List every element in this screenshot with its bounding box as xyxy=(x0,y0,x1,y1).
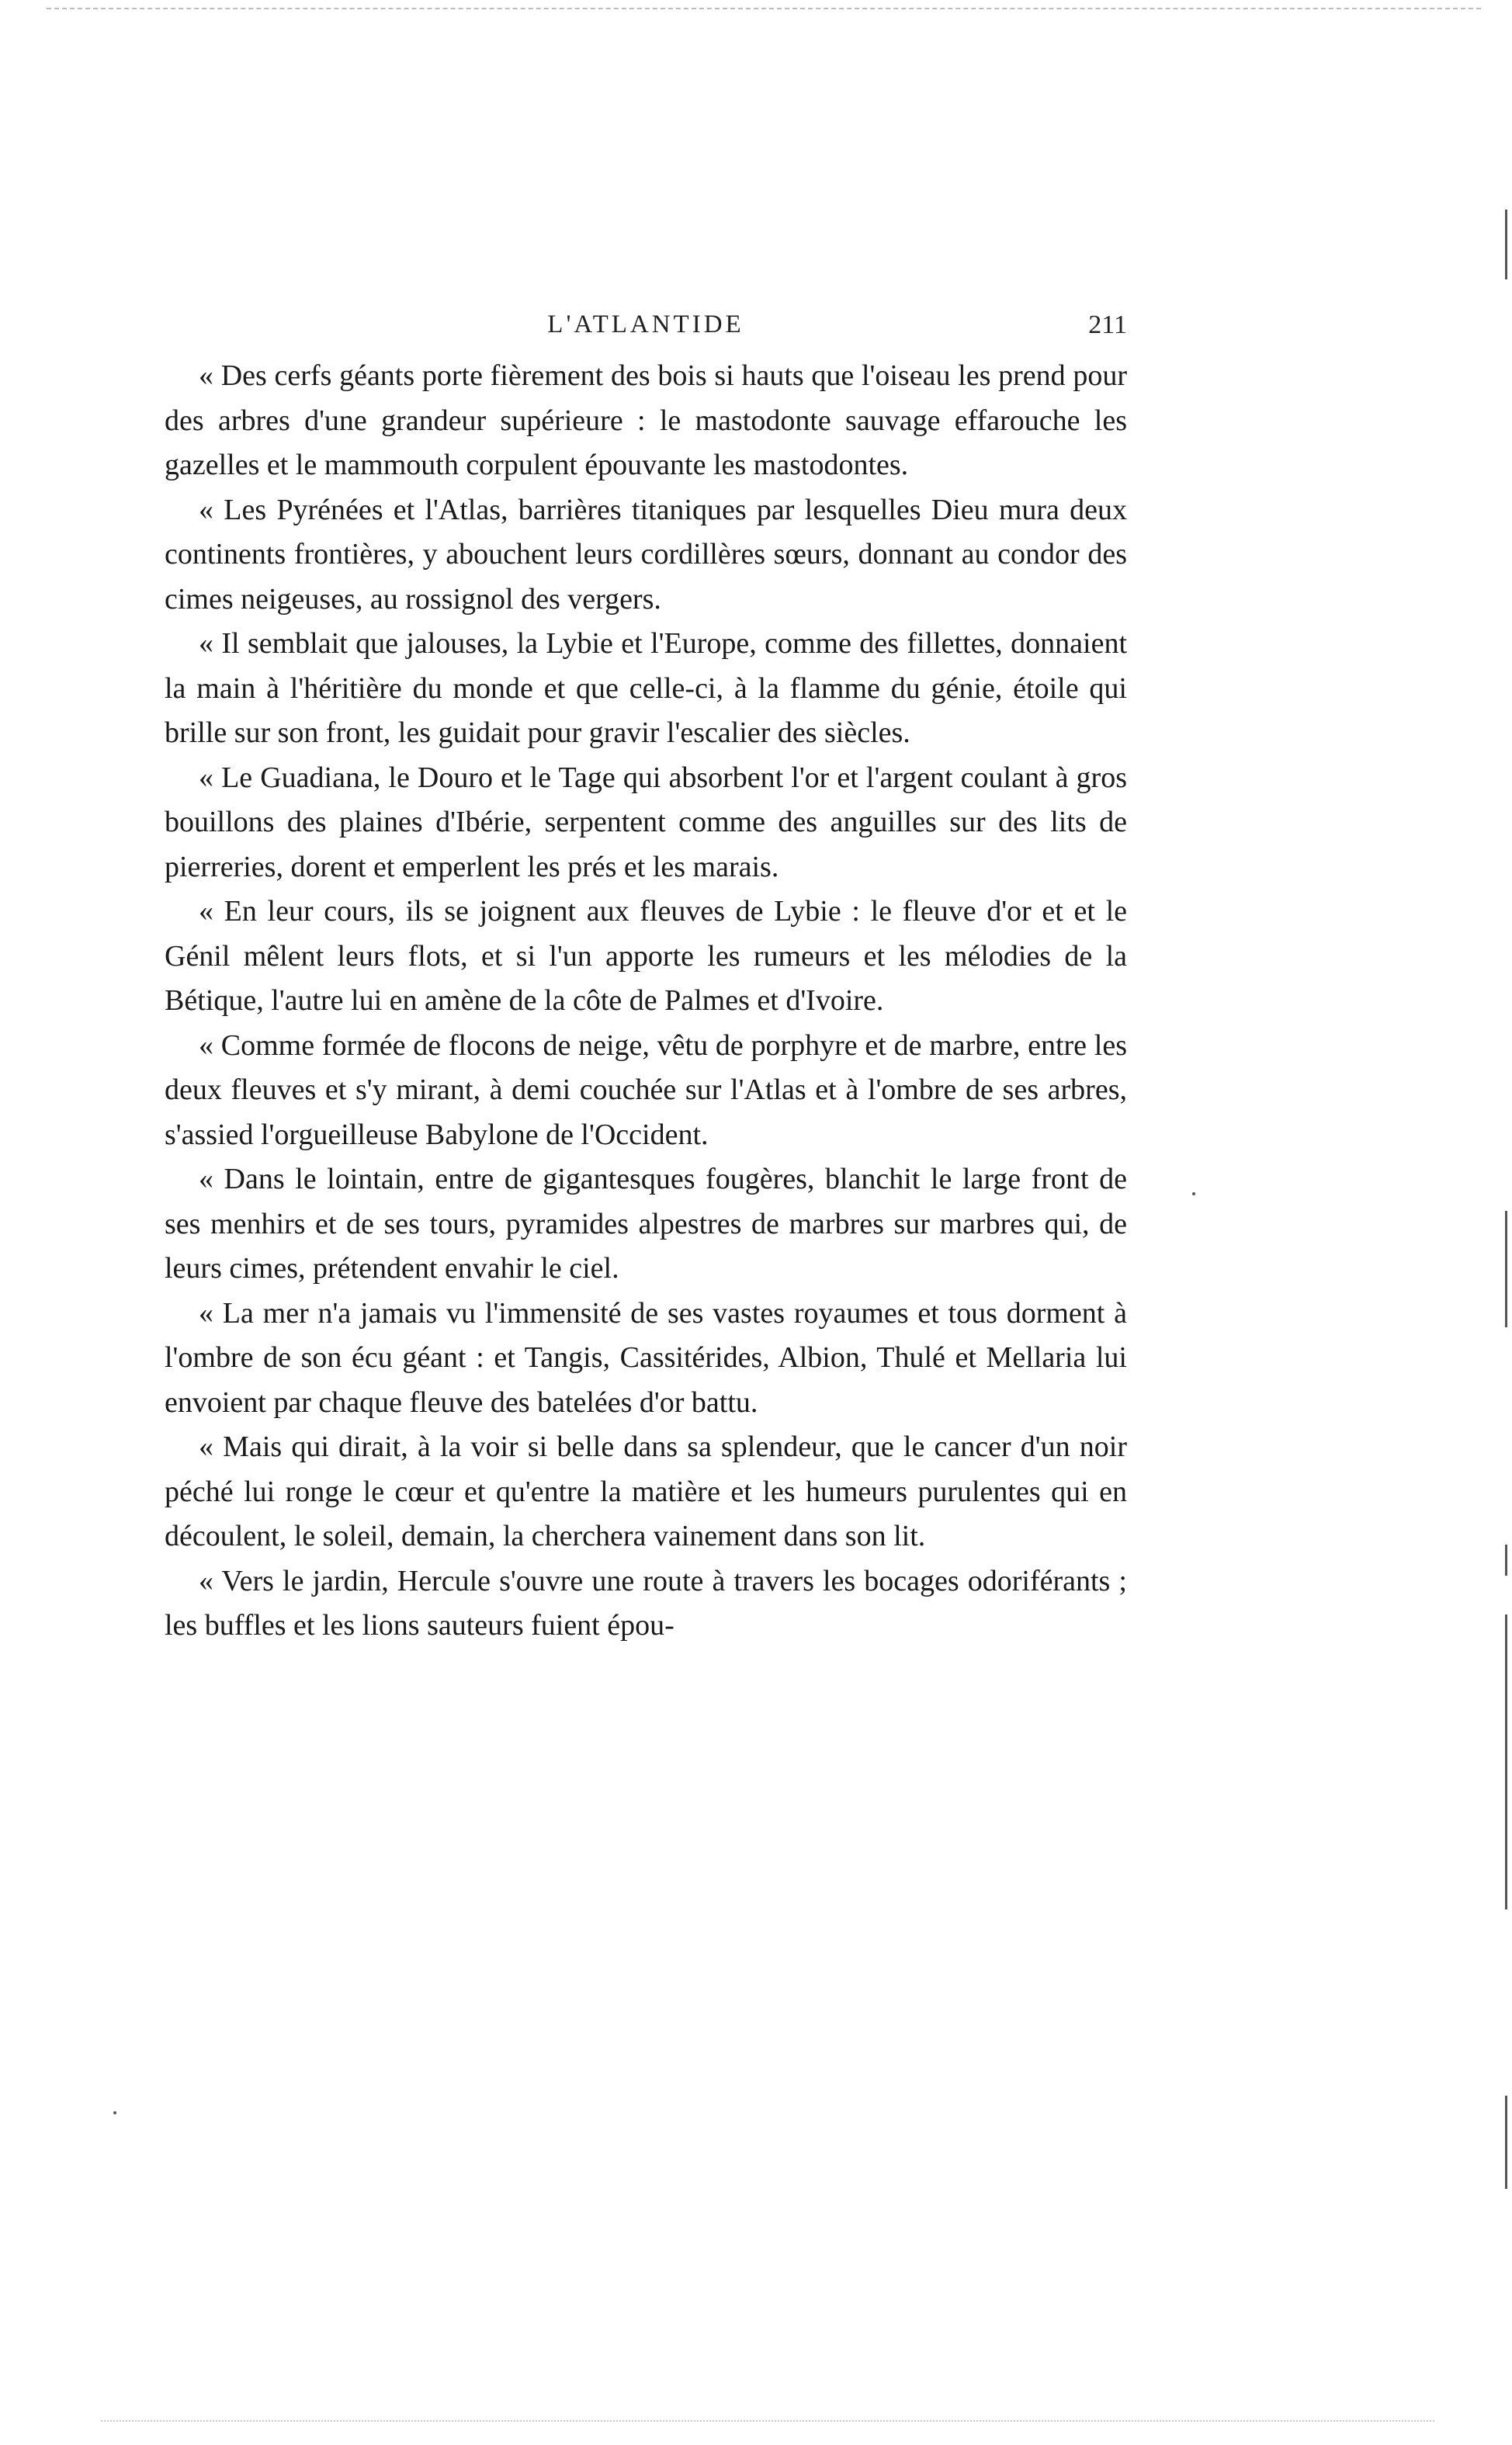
page-title: L'ATLANTIDE xyxy=(547,310,744,338)
paragraph: « Mais qui dirait, à la voir si belle dans sa splendeur, que le cancer d'un noir péché lui ronge le cœur et qu'entre la matière et les humeurs purulentes qui en découlent, le soleil, demain, la cherchera vainement dans son lit. xyxy=(165,1431,1127,1552)
scan-edge-mark xyxy=(1505,1614,1507,1909)
paragraph: « Il semblait que jalouses, la Lybie et l'Europe, comme des fillettes, donnaient la main à l'héritière du monde et que celle-ci, à la flamme du génie, étoile qui brille sur son front, les guidait pour gravir l'escalier des siècles. xyxy=(165,627,1127,749)
paragraph: « Vers le jardin, Hercule s'ouvre une route à travers les bocages odoriférants ; les buffles et les lions sauteurs fuient épou- xyxy=(165,1564,1127,1642)
scan-edge-mark xyxy=(1505,2096,1507,2189)
scan-edge-mark xyxy=(1505,1545,1507,1576)
bottom-scan-edge xyxy=(101,2420,1434,2422)
paragraph: « Comme formée de flocons de neige, vêtu de porphyre et de marbre, entre les deux fleuves et s'y mirant, à demi couchée sur l'Atlas et à l'ombre de ses arbres, s'assied l'orgueilleuse Babylone de l'Occident. xyxy=(165,1028,1127,1151)
scan-edge-mark xyxy=(1505,210,1507,279)
ink-speck xyxy=(113,2111,116,2114)
top-scan-edge xyxy=(47,8,1481,9)
page-number: 211 xyxy=(1088,310,1127,339)
body-text xyxy=(165,354,1127,1649)
paragraph: « Dans le lointain, entre de gigantesques fougères, blanchit le large front de ses menhirs et de ses tours, pyramides alpestres de marbres sur marbres qui, de leurs cimes, prétendent envahir le ciel. xyxy=(165,1163,1127,1285)
running-header xyxy=(165,310,1127,354)
paragraph: « Le Guadiana, le Douro et le Tage qui absorbent l'or et l'argent coulant à gros bouillons des plaines d'Ibérie, serpentent comme des anguilles sur des lits de pierreries, dorent et emperlent les prés et les marais. xyxy=(165,761,1127,883)
scan-edge-mark xyxy=(1505,1211,1507,1327)
ink-speck xyxy=(1192,1192,1195,1195)
paragraph: « La mer n'a jamais vu l'immensité de ses vastes royaumes et tous dorment à l'ombre de son écu géant : et Tangis, Cassitérides, Albion, Thulé et Mellaria lui envoient par chaque fleuve des batelées d'or battu. xyxy=(165,1296,1127,1419)
paragraph: « Des cerfs géants porte fièrement des bois si hauts que l'oiseau les prend pour des arbres d'une grandeur supérieure : le mastodonte sauvage effarouche les gazelles et le mammouth corpulent épouvante les mastodontes. xyxy=(165,359,1127,481)
paragraph: « En leur cours, ils se joignent aux fleuves de Lybie : le fleuve d'or et et le Génil mêlent leurs flots, et si l'un apporte les rumeurs et les mélodies de la Bétique, l'autre lui en amène de la côte de Palmes et d'Ivoire. xyxy=(165,895,1127,1017)
paragraph: « Les Pyrénées et l'Atlas, barrières titaniques par lesquelles Dieu mura deux continents frontières, y abouchent leurs cordillères sœurs, donnant au condor des cimes neigeuses, au rossignol des vergers. xyxy=(165,493,1127,616)
